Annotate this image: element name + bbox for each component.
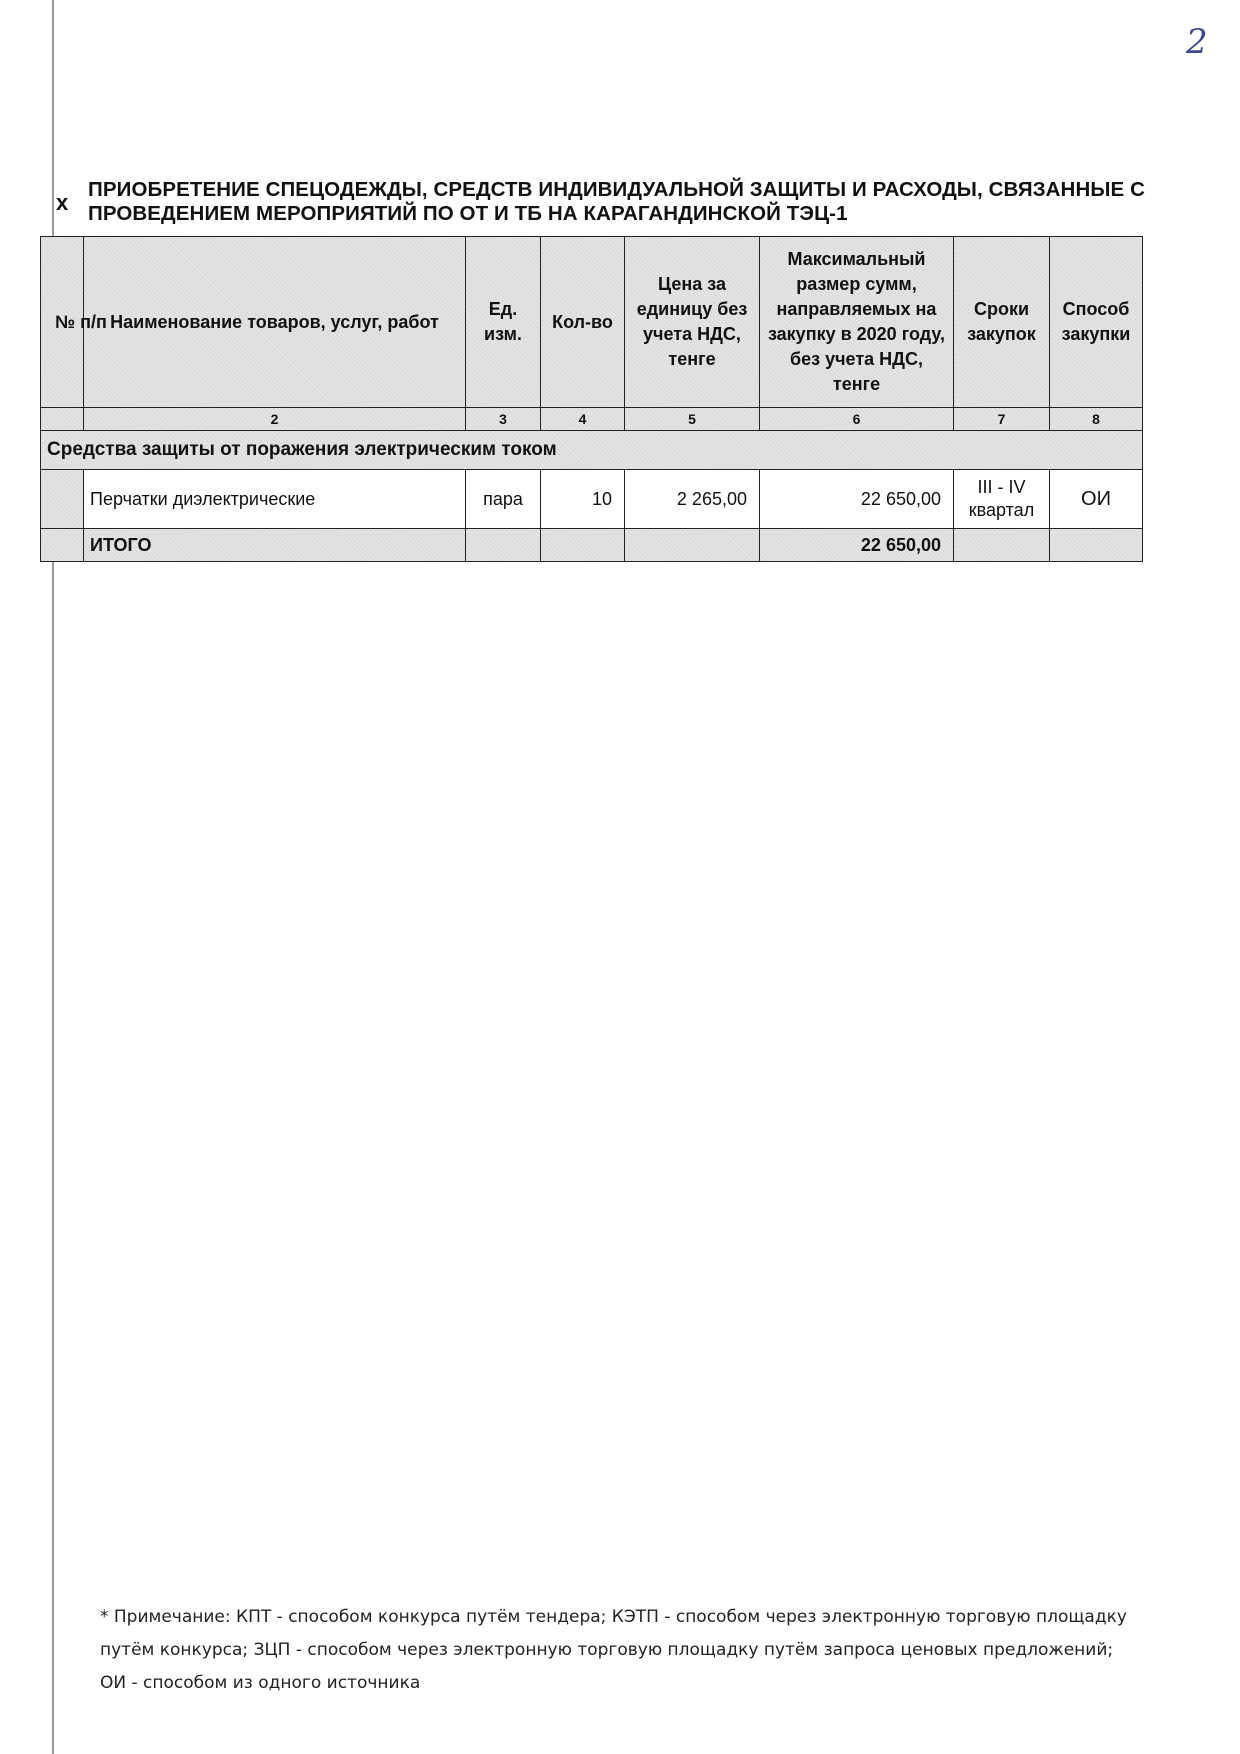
item-name: Перчатки диэлектрические — [84, 470, 466, 529]
total-row — [41, 529, 1143, 562]
column-number: 7 — [954, 408, 1050, 431]
procurement-table — [40, 236, 1143, 562]
column-number: 3 — [466, 408, 541, 431]
header-price: Цена за единицу без учета НДС, тенге — [625, 237, 760, 408]
title-marker: х — [56, 190, 69, 215]
item-method: ОИ — [1050, 470, 1143, 529]
document-title: ПРИОБРЕТЕНИЕ СПЕЦОДЕЖДЫ, СРЕДСТВ ИНДИВИДУАЛЬНОЙ ЗАЩИТЫ И РАСХОДЫ, СВЯЗАННЫЕ С ПРОВЕДЕНИЕМ МЕРОПРИЯТИЙ ПО ОТ И ТБ НА КАРАГАНДИНСКОЙ ТЭЦ-1 — [88, 178, 1146, 225]
item-num — [41, 470, 84, 529]
total-label: ИТОГО — [84, 529, 466, 562]
column-number: 8 — [1050, 408, 1143, 431]
item-unit: пара — [466, 470, 541, 529]
section-title: Средства защиты от поражения электрическим током — [41, 431, 1143, 470]
total-empty-cell — [1050, 529, 1143, 562]
header-terms: Сроки закупок — [954, 237, 1050, 408]
header-max-sum: Максимальный размер сумм, направляемых на закупку в 2020 году, без учета НДС, тенге — [760, 237, 954, 408]
column-number: 5 — [625, 408, 760, 431]
column-number: 6 — [760, 408, 954, 431]
item-terms: III - IV квартал — [954, 470, 1050, 529]
total-empty-cell — [466, 529, 541, 562]
header-qty: Кол-во — [541, 237, 625, 408]
header-name: Наименование товаров, услуг, работ — [84, 237, 466, 408]
footnote: * Примечание: КПТ - способом конкурса путём тендера; КЭТП - способом через электронную торговую площадку путём конкурса; ЗЦП - способом через электронную торговую площадку путём запроса ценовых предложений; ОИ - способом из одного источника — [100, 1607, 1127, 1693]
item-sum: 22 650,00 — [760, 470, 954, 529]
total-sum: 22 650,00 — [760, 529, 954, 562]
column-number: 4 — [541, 408, 625, 431]
total-empty-cell — [625, 529, 760, 562]
item-qty: 10 — [541, 470, 625, 529]
header-method: Способ закупки — [1050, 237, 1143, 408]
header-num: № п/п — [41, 237, 84, 408]
total-empty-cell — [954, 529, 1050, 562]
total-empty-cell — [541, 529, 625, 562]
column-numbers-row — [41, 408, 1143, 431]
table-row — [41, 470, 1143, 529]
header-unit: Ед. изм. — [466, 237, 541, 408]
column-number: 2 — [84, 408, 466, 431]
table-header-row — [41, 237, 1143, 408]
item-price: 2 265,00 — [625, 470, 760, 529]
total-empty-cell — [41, 529, 84, 562]
section-row — [41, 431, 1143, 470]
page-number-mark: 2 — [1186, 22, 1208, 62]
column-number — [41, 408, 84, 431]
